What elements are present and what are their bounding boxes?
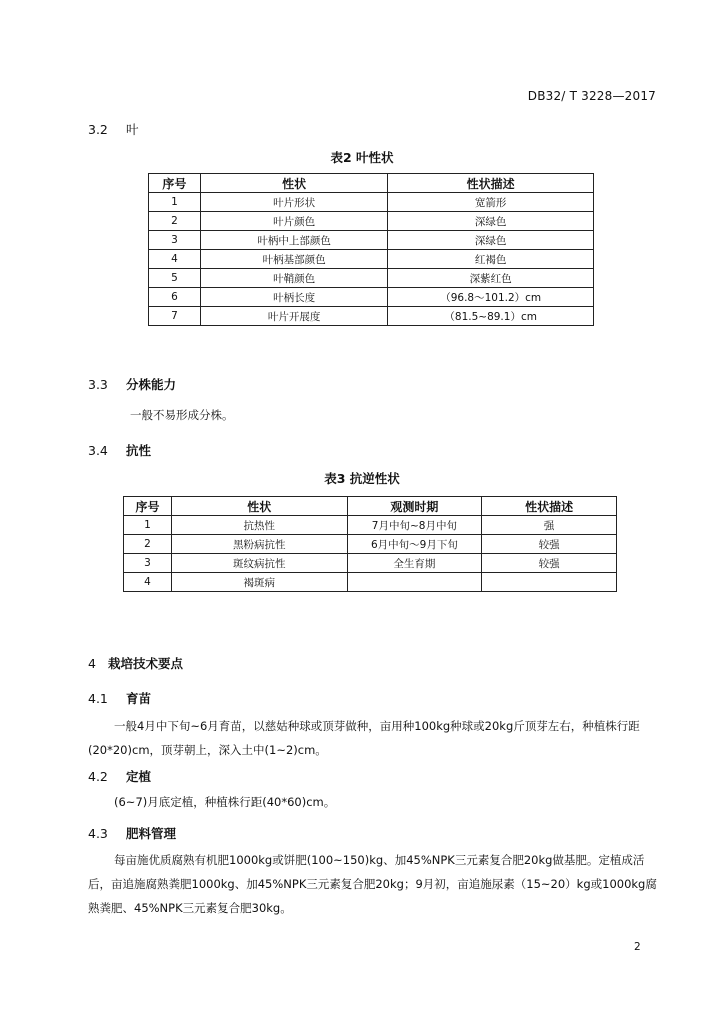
section-4-2-text: (6~7)月底定植，种植株行距(40*60)cm。 — [114, 795, 336, 809]
section-title: 定植 — [126, 769, 152, 784]
section-4-3-heading — [88, 824, 176, 842]
table-cell: 2 — [149, 212, 201, 231]
table-cell: 深紫红色 — [388, 269, 594, 288]
section-title: 育苗 — [126, 691, 152, 706]
table-row — [149, 193, 594, 212]
table-cell: 7 — [149, 307, 201, 326]
table-row — [124, 535, 617, 554]
section-number: 3.4 — [88, 443, 108, 458]
table-cell: 叶柄基部颜色 — [200, 250, 387, 269]
table-cell: 4 — [124, 573, 172, 592]
table-cell: （96.8～101.2）cm — [388, 288, 594, 307]
table-cell: 3 — [149, 231, 201, 250]
table-cell: 叶片颜色 — [200, 212, 387, 231]
table-cell: 较强 — [482, 554, 617, 573]
table3 — [123, 496, 617, 592]
column-header: 性状描述 — [388, 174, 594, 193]
table-cell: 6 — [149, 288, 201, 307]
table-row — [149, 288, 594, 307]
section-title: 抗性 — [126, 443, 152, 458]
table-cell: 5 — [149, 269, 201, 288]
column-header: 性状描述 — [482, 497, 617, 516]
section-title: 肥料管理 — [126, 826, 177, 841]
table-cell: 黑粉病抗性 — [171, 535, 347, 554]
table-cell: 6月中旬～9月下旬 — [347, 535, 482, 554]
table-cell: 1 — [124, 516, 172, 535]
section-4-2-heading — [88, 767, 151, 785]
table-cell: 叶片开展度 — [200, 307, 387, 326]
section-number: 3.3 — [88, 377, 108, 392]
table-row — [149, 250, 594, 269]
table-cell: 叶柄中上部颜色 — [200, 231, 387, 250]
table-row — [149, 269, 594, 288]
table-row — [124, 573, 617, 592]
column-header: 性状 — [200, 174, 387, 193]
table-cell: （81.5~89.1）cm — [388, 307, 594, 326]
table-cell: 宽箭形 — [388, 193, 594, 212]
section-number: 4.2 — [88, 769, 108, 784]
table-cell: 红褐色 — [388, 250, 594, 269]
table-header-row — [149, 174, 594, 193]
section-number: 4 — [88, 656, 96, 671]
table-row — [149, 307, 594, 326]
section-number: 3.2 — [88, 122, 108, 137]
section-title: 栽培技术要点 — [108, 656, 184, 671]
section-4-1-text: 一般4月中下旬~6月育苗，以慈姑种球或顶芽做种，亩用种100kg种球或20kg斤顶芽左右，种植株行距(20*20)cm，顶芽朝上，深入土中(1~2)cm。 — [88, 719, 640, 757]
table-header-row — [124, 497, 617, 516]
column-header: 性状 — [171, 497, 347, 516]
table-cell — [482, 573, 617, 592]
table-cell: 2 — [124, 535, 172, 554]
table-cell: 深绿色 — [388, 231, 594, 250]
table-cell: 斑纹病抗性 — [171, 554, 347, 573]
table-cell: 深绿色 — [388, 212, 594, 231]
section-3-2-heading — [88, 120, 139, 138]
section-3-4-heading — [88, 441, 151, 459]
section-title: 分株能力 — [126, 377, 177, 392]
table-cell: 较强 — [482, 535, 617, 554]
section-4-1-heading — [88, 689, 151, 707]
table-cell: 叶柄长度 — [200, 288, 387, 307]
table-cell: 褐斑病 — [171, 573, 347, 592]
page-number: 2 — [634, 941, 641, 953]
section-title: 叶 — [126, 122, 139, 137]
table-row — [124, 554, 617, 573]
table-cell: 强 — [482, 516, 617, 535]
section-3-3-text: 一般不易形成分株。 — [130, 408, 234, 422]
table-cell: 4 — [149, 250, 201, 269]
column-header: 序号 — [149, 174, 201, 193]
table-cell: 叶鞘颜色 — [200, 269, 387, 288]
table3-caption: 表3 抗逆性状 — [324, 471, 400, 486]
table-cell: 全生育期 — [347, 554, 482, 573]
table-cell: 抗热性 — [171, 516, 347, 535]
table2-caption: 表2 叶性状 — [330, 150, 394, 165]
table-row — [124, 516, 617, 535]
section-number: 4.3 — [88, 826, 108, 841]
section-4-heading — [88, 654, 183, 672]
table-cell: 叶片形状 — [200, 193, 387, 212]
column-header: 观测时期 — [347, 497, 482, 516]
table-row — [149, 212, 594, 231]
section-4-3-text: 每亩施优质腐熟有机肥1000kg或饼肥(100~150)kg、加45%NPK三元素复合肥20kg做基肥。定植成活后，亩追施腐熟粪肥1000kg、加45%NPK三元素复合肥20kg；9月初，亩追施尿素（15~20）kg或1000kg腐熟粪肥、45%NPK三元素复合肥30kg。 — [88, 853, 657, 915]
table-row — [149, 231, 594, 250]
table-cell: 1 — [149, 193, 201, 212]
table-cell: 3 — [124, 554, 172, 573]
section-3-3-heading — [88, 375, 176, 393]
table2 — [148, 173, 594, 326]
table-cell: 7月中旬~8月中旬 — [347, 516, 482, 535]
document-code: DB32/ T 3228—2017 — [527, 89, 656, 103]
table-cell — [347, 573, 482, 592]
section-number: 4.1 — [88, 691, 108, 706]
column-header: 序号 — [124, 497, 172, 516]
